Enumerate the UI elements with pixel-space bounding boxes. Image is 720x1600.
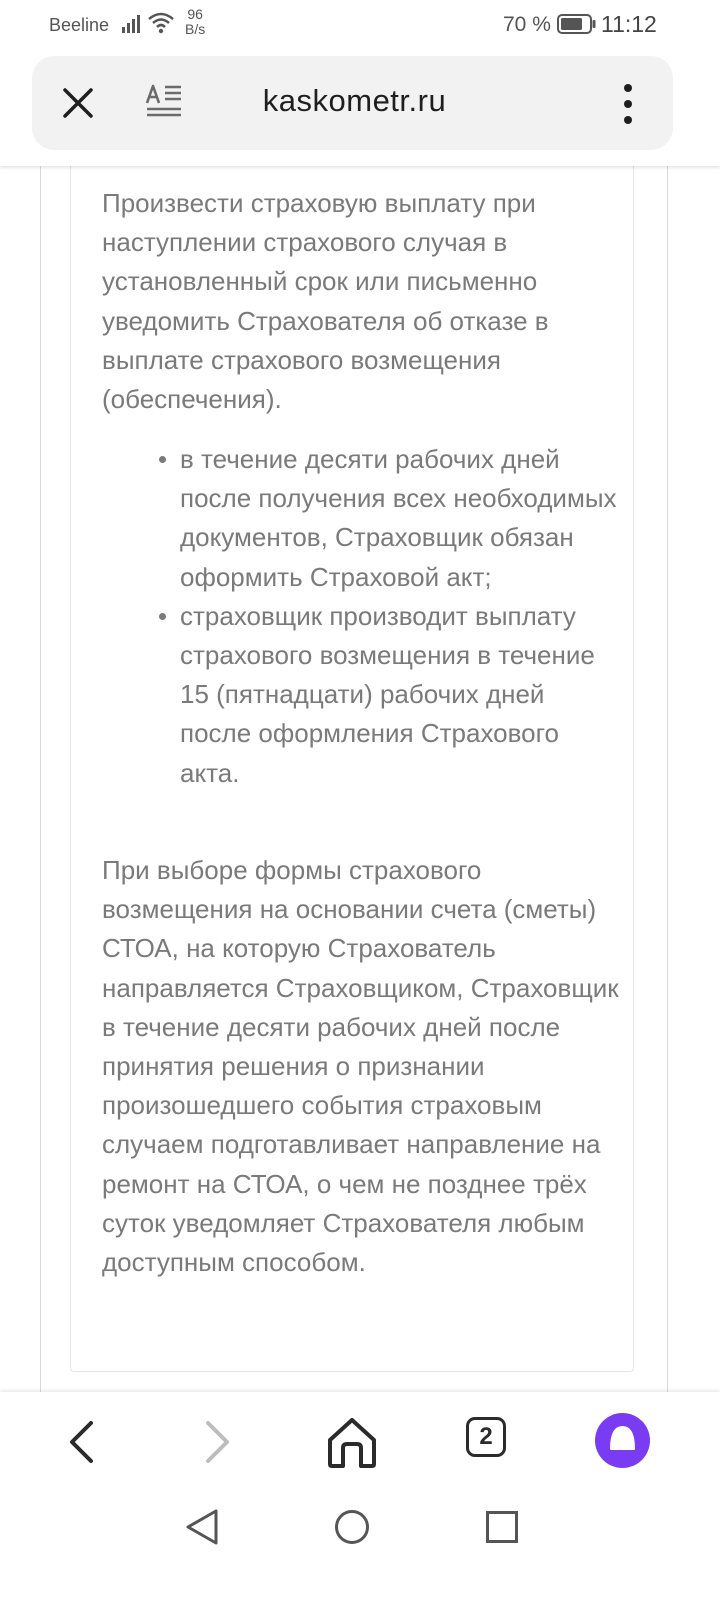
carrier-name: Beeline xyxy=(49,15,110,35)
clock: 11:12 xyxy=(601,11,657,37)
payment-terms-list xyxy=(180,440,620,793)
network-speed xyxy=(185,7,205,37)
browser-top-bar xyxy=(0,52,720,166)
home-icon[interactable] xyxy=(322,1412,382,1472)
wifi-icon xyxy=(148,11,174,35)
bullet-dot xyxy=(159,456,166,463)
paragraph-payment-obligation: Произвести страховую выплату при наступлении страхового случая в установленный срок или письменно уведомить Страхователя об отказе в выплате страхового возмещения (обеспечения). xyxy=(102,188,549,415)
battery-icon xyxy=(557,14,597,34)
back-icon[interactable] xyxy=(52,1412,112,1472)
address-bar[interactable] xyxy=(32,56,673,150)
paragraph-repair-referral: При выборе формы страхового возмещения на основании счета (сметы) СТОА, на которую Страхователь направляется Страховщиком, Страховщик в течение десяти рабочих дней после принятия решения о признании произошедшего события страховым случаем подготавливает направление на ремонт на СТОА, о чем не позднее трёх суток уведомляет Страхователя любым доступным способом. xyxy=(102,855,619,1278)
list-item xyxy=(180,597,620,793)
network-speed-value: 96 xyxy=(187,6,203,22)
system-navigation-bar xyxy=(0,1490,720,1600)
nav-home-icon[interactable] xyxy=(334,1509,370,1545)
forward-icon[interactable] xyxy=(187,1412,247,1472)
bullet-dot xyxy=(159,613,166,620)
alice-assistant-button[interactable] xyxy=(595,1413,650,1468)
list-item-text: страховщик производит выплату страхового возмещения в течение 15 (пятнадцати) рабочих дней после оформления Страхового акта. xyxy=(180,600,595,788)
nav-back-icon[interactable] xyxy=(184,1508,220,1546)
browser-bottom-bar xyxy=(0,1392,720,1490)
url-domain[interactable]: kaskometr.ru xyxy=(262,83,447,118)
network-speed-unit: B/s xyxy=(185,21,206,37)
status-bar xyxy=(0,0,720,52)
more-menu-icon[interactable] xyxy=(620,82,636,126)
signal-icon xyxy=(122,13,144,33)
list-item-text: в течение десяти рабочих дней после получения всех необходимых документов, Страховщик обязан оформить Страховой акт; xyxy=(180,444,617,592)
tabs-button[interactable]: 2 xyxy=(466,1417,506,1457)
list-item xyxy=(180,440,620,597)
alice-icon xyxy=(595,1413,650,1468)
nav-recents-icon[interactable] xyxy=(486,1511,518,1543)
battery-percent: 70 % xyxy=(503,13,551,36)
